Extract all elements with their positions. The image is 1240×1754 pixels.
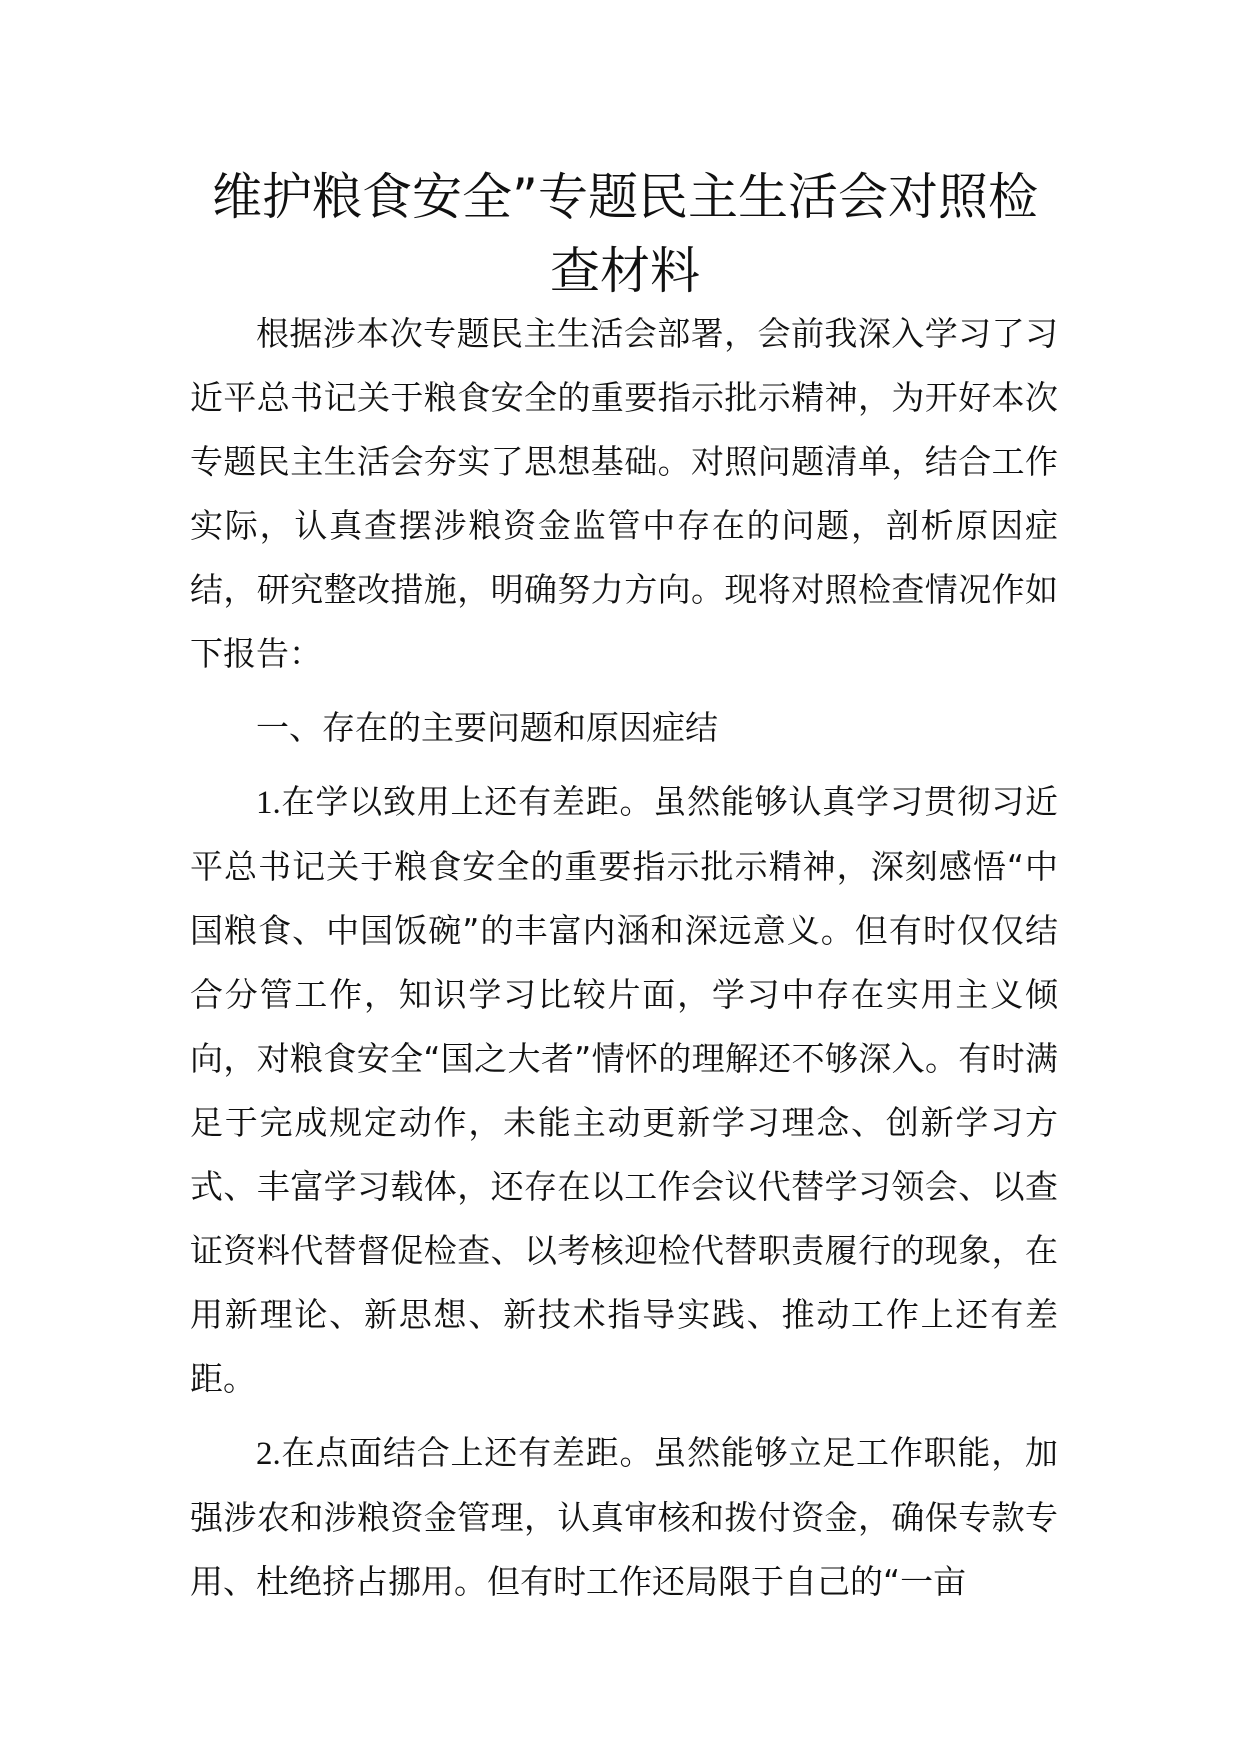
paragraph-gap <box>190 760 1058 770</box>
intro-paragraph: 根据涉本次专题民主生活会部署，会前我深入学习了习近平总书记关于粮食安全的重要指示批示精神，为开好本次专题民主生活会夯实了思想基础。对照问题清单，结合工作实际，认真查摆涉粮资金监管中存在的问题，剖析原因症结，研究整改措施，明确努力方向。现将对照检查情况作如下报告： <box>190 314 1058 673</box>
item-1-text: 在学以致用上还有差距。虽然能够认真学习贯彻习近平总书记关于粮食安全的重要指示批示精神，深刻感悟“中国粮食、中国饭碗”的丰富内涵和深远意义。但有时仅仅结合分管工作，知识学习比较片面，学习中存在实用主义倾向，对粮食安全“国之大者”情怀的理解还不够深入。有时满足于完成规定动作，未能主动更新学习理念、创新学习方式、丰富学习载体，还存在以工作会议代替学习领会、以查证资料代替督促检查、以考核迎检代替职责履行的现象，在用新理论、新思想、新技术指导实践、推动工作上还有差距。 <box>190 782 1058 1398</box>
item-1-paragraph <box>190 770 1058 1411</box>
paragraph-gap <box>190 1411 1058 1421</box>
item-2-number: 2. <box>256 1436 281 1472</box>
section-heading: 一、存在的主要问题和原因症结 <box>256 708 718 747</box>
item-2-text: 在点面结合上还有差距。虽然能够立足工作职能，加强涉农和涉粮资金管理，认真审核和拨付资金，确保专款专用、杜绝挤占挪用。但有时工作还局限于自己的“一亩 <box>190 1433 1058 1601</box>
item-2-paragraph <box>190 1421 1058 1614</box>
document-title: 维护粮食安全”专题民主生活会对照检查材料 <box>212 168 1038 300</box>
document-body <box>190 302 1058 1614</box>
paragraph-gap <box>190 686 1058 696</box>
item-1-number: 1. <box>256 785 281 821</box>
